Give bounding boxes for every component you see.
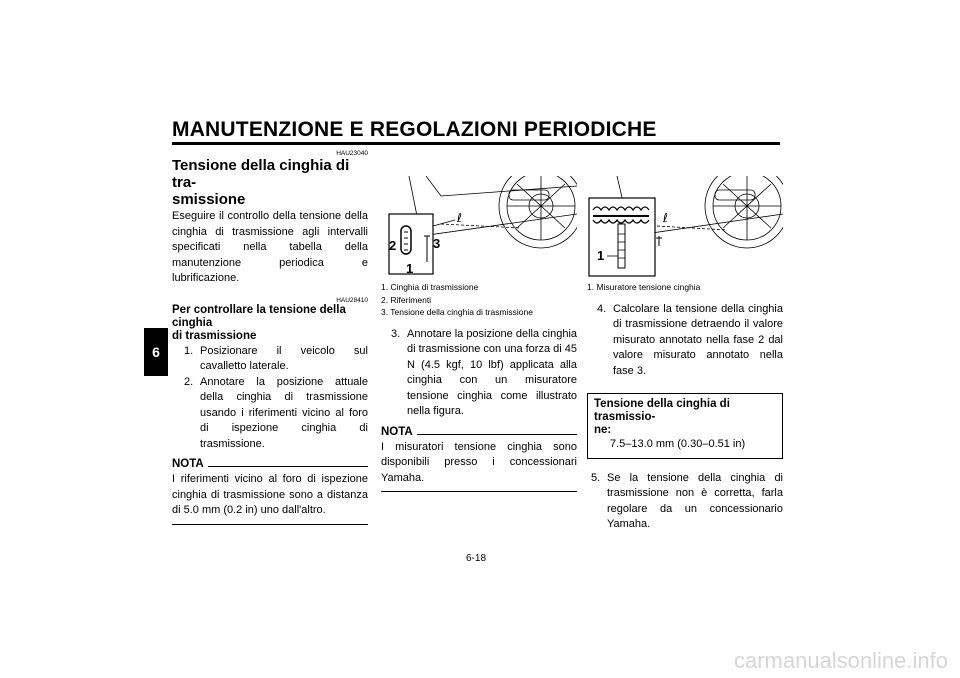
step-2 <box>184 375 368 453</box>
step-3 <box>391 327 577 420</box>
page-number: 6-18 <box>466 553 487 564</box>
note-title: NOTA <box>172 458 204 470</box>
chapter-tab: 6 <box>144 328 168 376</box>
section-heading <box>172 157 368 208</box>
column-3 <box>587 281 783 533</box>
svg-text:ℓ: ℓ <box>457 211 462 225</box>
subsection-heading <box>172 304 368 343</box>
spec-box <box>587 393 783 459</box>
figure-label-2: 2 <box>389 238 397 253</box>
spec-value: 7.5–13.0 mm (0.30–0.51 in) <box>610 438 746 450</box>
section-heading-line1: Tensione della cinghia di tra- <box>172 157 350 191</box>
subsection-heading-line1: Per controllare la tensione della cinghia <box>172 303 346 329</box>
figure-label-1: 1 <box>406 261 414 276</box>
spec-title-line2: ne: <box>594 424 612 436</box>
note-title: NOTA <box>381 425 413 438</box>
step-number: 3. <box>391 327 401 340</box>
step-number: 1. <box>184 344 194 357</box>
step-text: Calcolare la tensione della cinghia di trasmissione detraendo il valore misurato annotato nella fase 2 dal valore misurato annotato nella fase 3. <box>613 302 783 377</box>
section-code: HAU23040 <box>336 150 368 157</box>
step-text: Annotare la posizione attuale della cinghia di trasmissione usando i riferimenti vicino al foro di ispezione cinghia di trasmissione. <box>200 375 368 450</box>
spec-title-line1: Tensione della cinghia di trasmissio- <box>594 398 730 423</box>
figure-label-1: 1 <box>597 248 605 263</box>
figure-caption-1: 1. Cinghia di trasmissione <box>381 282 479 292</box>
page-title: MANUTENZIONE E REGOLAZIONI PERIODICHE <box>172 118 657 141</box>
figure-caption-2: 2. Riferimenti <box>381 294 432 305</box>
step-number: 5. <box>591 471 601 484</box>
column-2 <box>381 281 577 492</box>
section-heading-line2: smissione <box>172 191 246 208</box>
belt-marks-figure <box>381 176 577 279</box>
note-text: I riferimenti vicino al foro di ispezione cinghia di trasmissione sono a distanza di 5.0 mm (0.2 in) uno dall'altro. <box>172 473 368 516</box>
step-number: 4. <box>597 302 607 315</box>
note-rule <box>208 466 368 467</box>
step-1 <box>184 344 368 375</box>
watermark: carmanualsonline.info <box>733 648 948 673</box>
step-number: 2. <box>184 375 194 388</box>
note-text: I misuratori tensione cinghia sono disponibili presso i concessionari Yamaha. <box>381 440 577 484</box>
belt-gauge-figure <box>587 176 783 279</box>
header-rule <box>172 142 780 145</box>
note-rule <box>417 434 577 435</box>
note-end-rule <box>172 524 368 525</box>
spec-title <box>594 398 776 437</box>
step-text: Annotare la posizione della cinghia di trasmissione con una forza di 45 N (4.5 kgf, 10 lbf) applicata alla cinghia con un misuratore tensione cinghia come illustrato nella figura. <box>407 327 578 417</box>
note-heading <box>381 426 577 438</box>
subsection-heading-line2: di trasmissione <box>172 329 257 342</box>
figure-label-3: 3 <box>433 236 441 251</box>
step-text: Posizionare il veicolo sul cavalletto laterale. <box>200 344 368 372</box>
intro-paragraph: Eseguire il controllo della tensione della cinghia di trasmissione agli intervalli specificati nella tabella della manutenzione periodica e lubrificazione. <box>172 210 368 284</box>
note-end-rule <box>381 491 577 492</box>
subsection-code: HAU28410 <box>336 296 368 304</box>
figure-caption-1: 1. Misuratore tensione cinghia <box>587 282 701 292</box>
svg-text:ℓ: ℓ <box>663 211 668 225</box>
column-1 <box>172 150 368 525</box>
note-heading <box>172 458 368 470</box>
figure-caption-3: 3. Tensione della cinghia di trasmissione <box>381 307 533 317</box>
step-4 <box>597 302 783 380</box>
step-5 <box>591 471 783 533</box>
step-text: Se la tensione della cinghia di trasmissione non è corretta, farla regolare da un concessionario Yamaha. <box>607 471 783 530</box>
